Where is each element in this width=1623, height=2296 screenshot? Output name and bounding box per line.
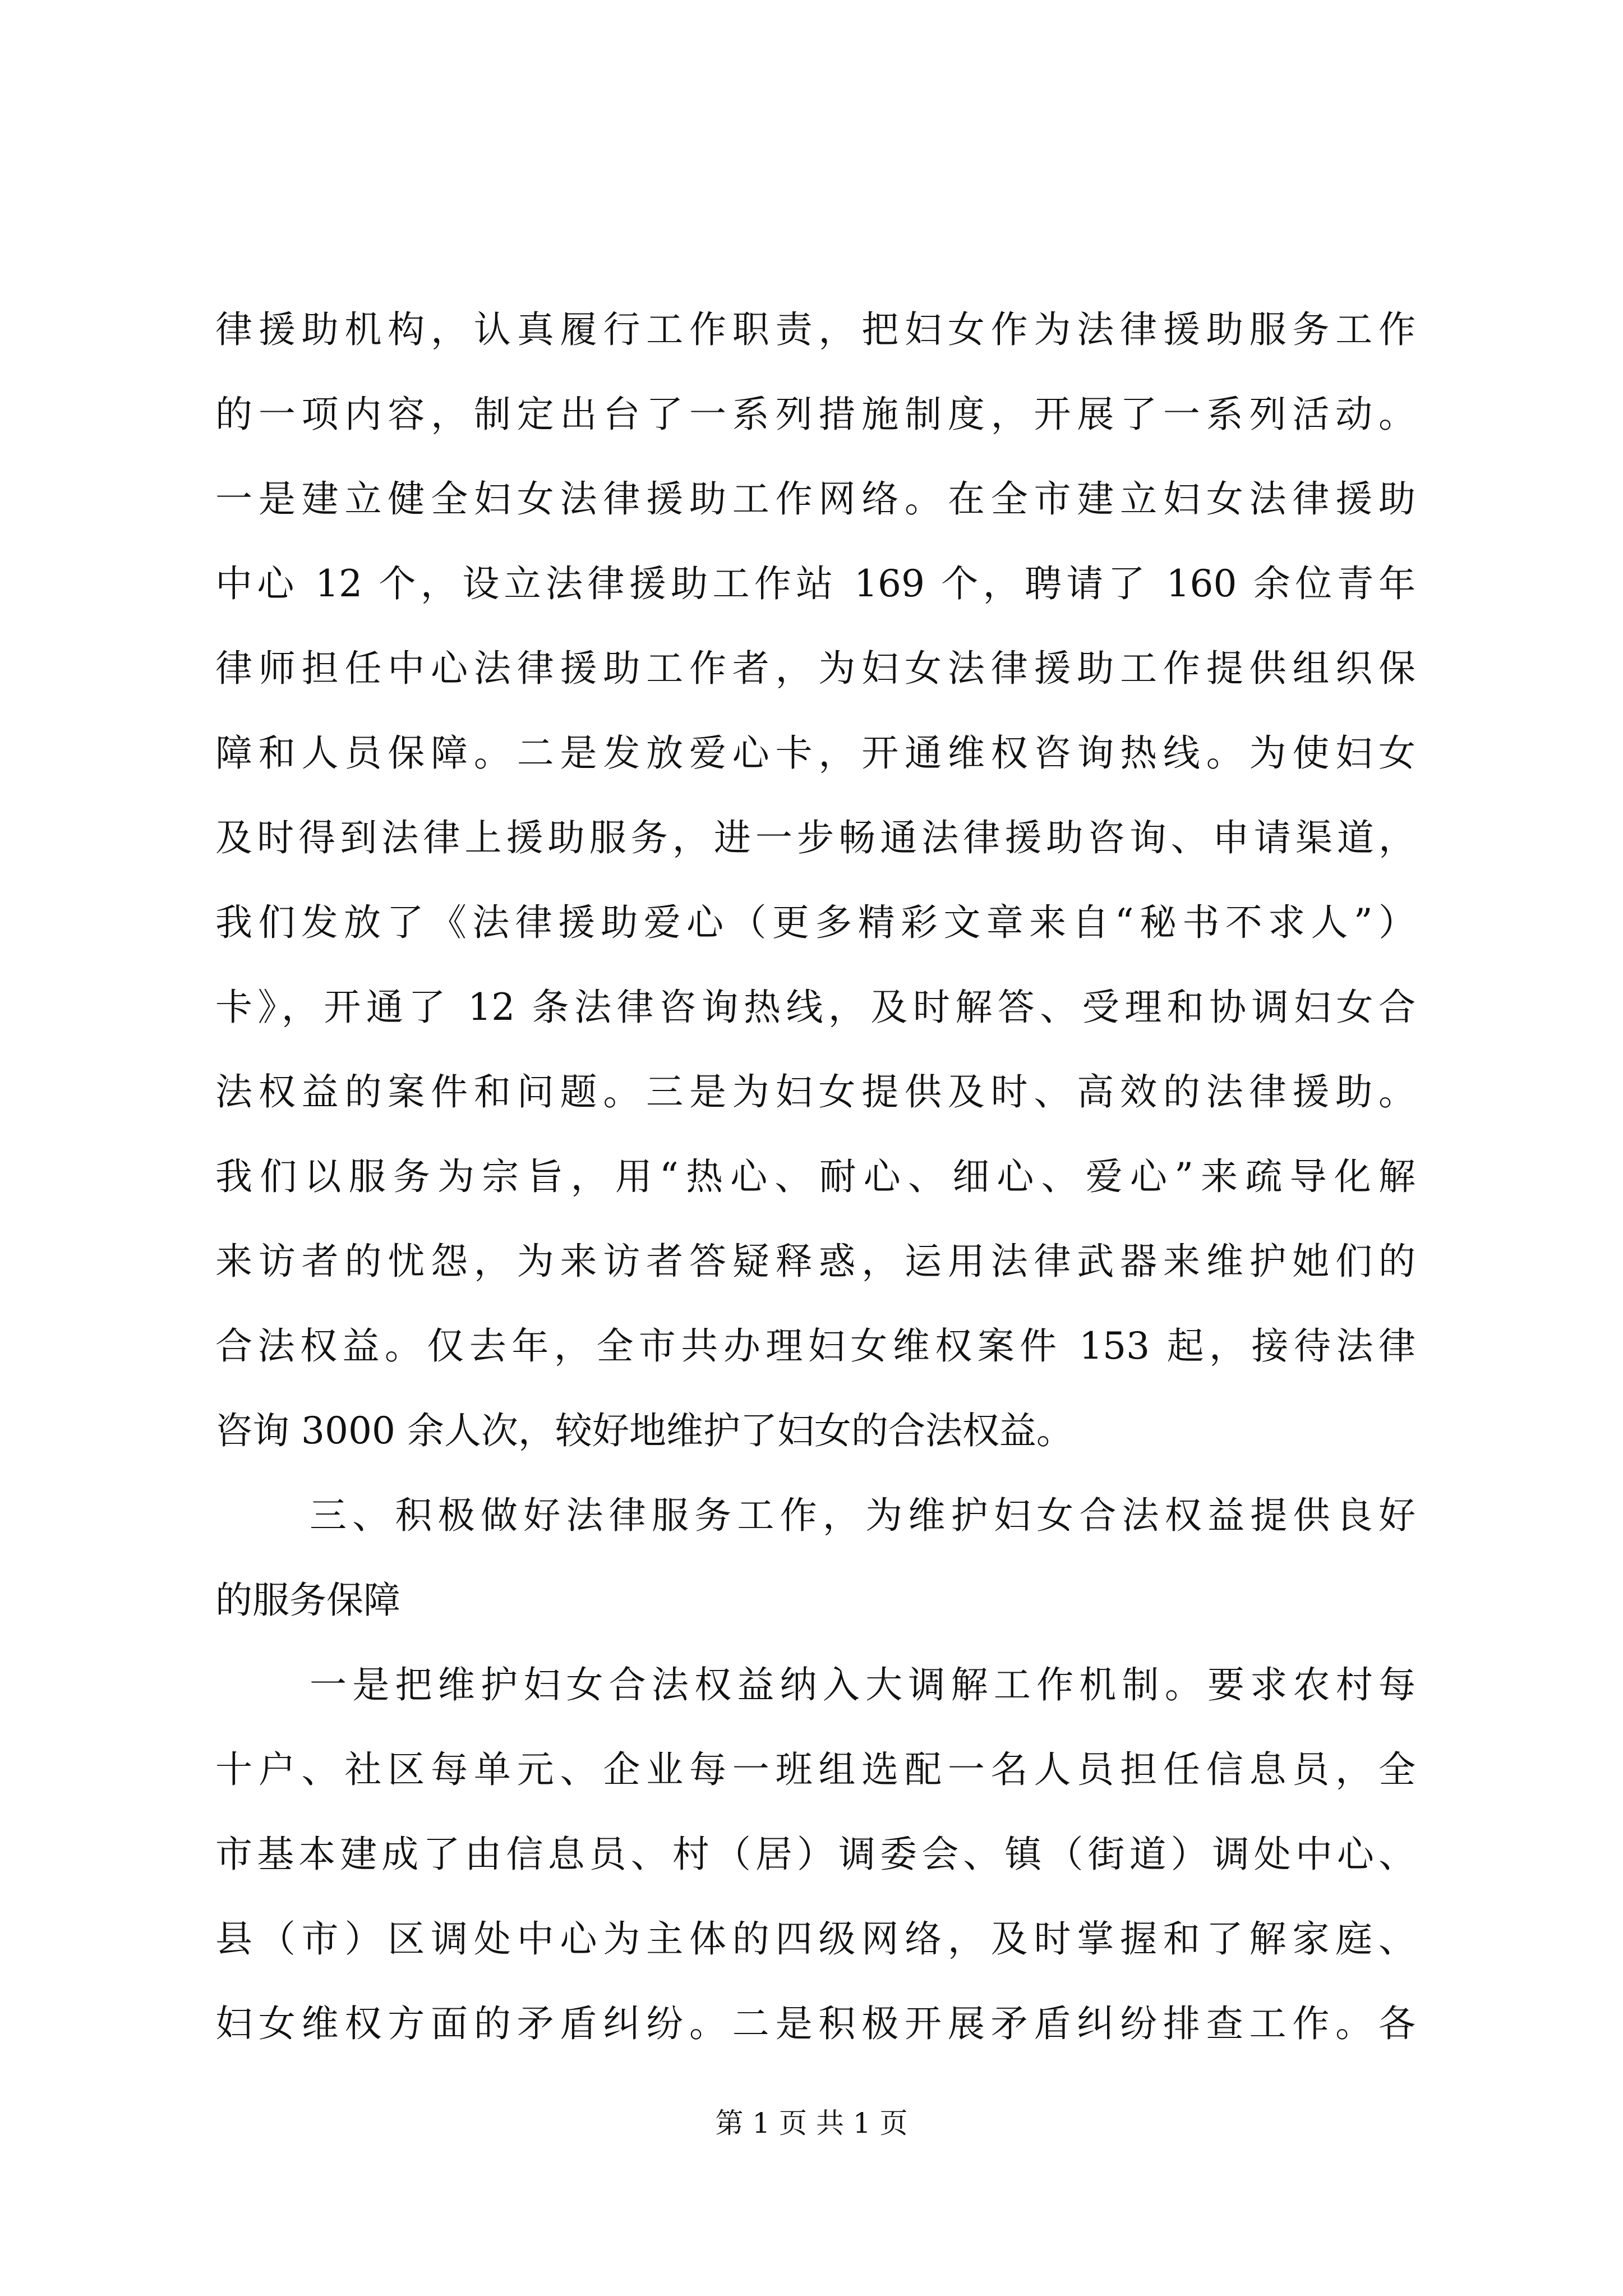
body-line: 法权益的案件和问题。三是为妇女提供及时、高效的法律援助。 <box>215 1070 1415 1114</box>
body-line: 市基本建成了由信息员、村（居）调委会、镇（街道）调处中心、 <box>215 1833 1415 1876</box>
body-line: 我们以服务为宗旨，用“热心、耐心、细心、爱心”来疏导化解 <box>215 1155 1415 1198</box>
body-line: 律援助机构，认真履行工作职责，把妇女作为法律援助服务工作 <box>215 308 1415 351</box>
page-number-footer: 第 1 页 共 1 页 <box>715 2107 908 2139</box>
document-body <box>215 287 1415 2066</box>
body-line: 妇女维权方面的矛盾纠纷。二是积极开展矛盾纠纷排查工作。各 <box>215 2002 1415 2045</box>
body-line: 咨询 3000 余人次，较好地维护了妇女的合法权益。 <box>215 1409 1073 1452</box>
body-line: 卡》，开通了 12 条法律咨询热线，及时解答、受理和协调妇女合 <box>215 986 1415 1029</box>
section-heading-line: 的服务保障 <box>215 1579 400 1622</box>
body-line: 我们发放了《法律援助爱心（更多精彩文章来自“秘书不求人”） <box>215 901 1415 944</box>
body-line: 障和人员保障。二是发放爱心卡，开通维权咨询热线。为使妇女 <box>215 731 1415 775</box>
body-line: 律师担任中心法律援助工作者，为妇女法律援助工作提供组织保 <box>215 647 1415 690</box>
body-line: 一是把维护妇女合法权益纳入大调解工作机制。要求农村每 <box>310 1663 1415 1706</box>
section-heading-line: 三、积极做好法律服务工作，为维护妇女合法权益提供良好 <box>310 1494 1415 1537</box>
body-line: 十户、社区每单元、企业每一班组选配一名人员担任信息员，全 <box>215 1748 1415 1791</box>
body-line: 合法权益。仅去年，全市共办理妇女维权案件 153 起，接待法律 <box>215 1324 1415 1368</box>
body-line: 的一项内容，制定出台了一系列措施制度，开展了一系列活动。 <box>215 393 1415 436</box>
body-line: 县（市）区调处中心为主体的四级网络，及时掌握和了解家庭、 <box>215 1917 1415 1961</box>
body-line: 及时得到法律上援助服务，进一步畅通法律援助咨询、申请渠道， <box>215 816 1415 859</box>
body-line: 一是建立健全妇女法律援助工作网络。在全市建立妇女法律援助 <box>215 477 1415 521</box>
body-line: 来访者的忧怨，为来访者答疑释惑，运用法律武器来维护她们的 <box>215 1240 1415 1283</box>
body-line: 中心 12 个，设立法律援助工作站 169 个，聘请了 160 余位青年 <box>215 562 1415 605</box>
